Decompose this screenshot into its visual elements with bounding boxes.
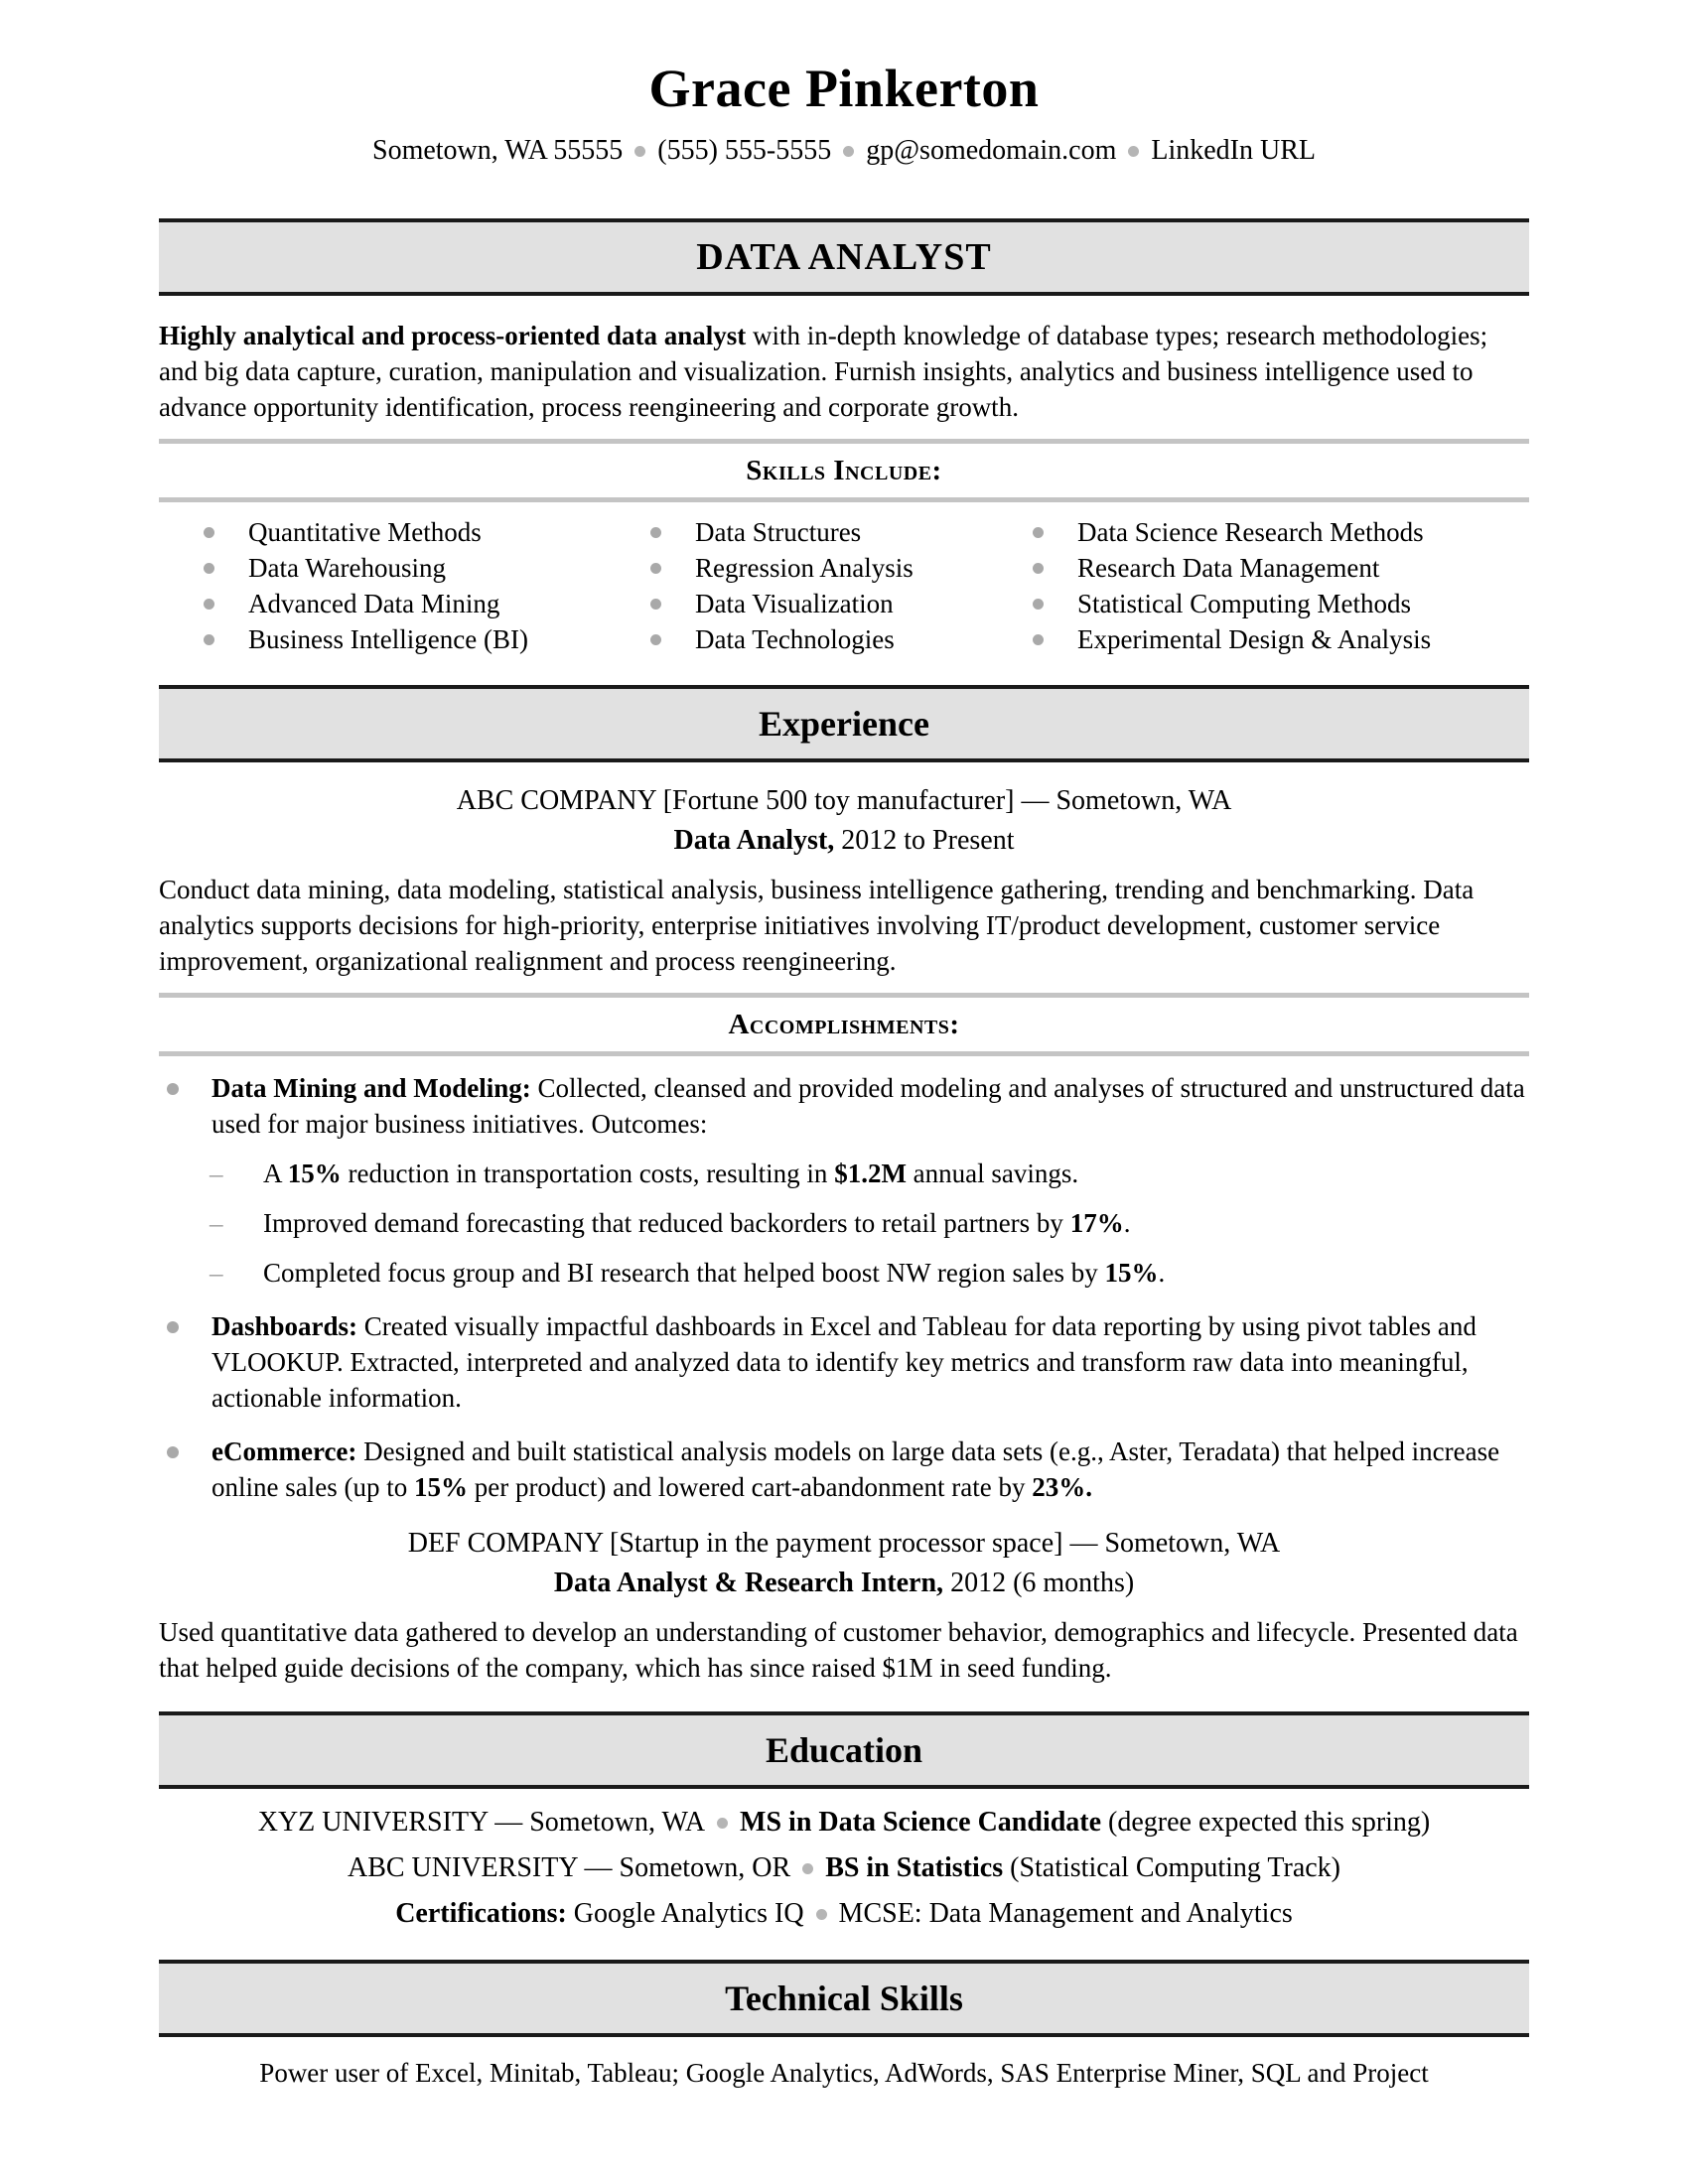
bullet-icon (1033, 599, 1044, 610)
accomplishment-sub-item (159, 1205, 1529, 1241)
job2-role-line: Data Analyst & Research Intern, 2012 (6 months) (553, 1568, 1135, 1598)
section-bar-experience (159, 685, 1529, 762)
skills-heading-label: Skills Include: (746, 455, 942, 486)
bullet-icon (650, 527, 661, 538)
accomplishment-sub-item (159, 1255, 1529, 1291)
technical-skills-heading: Technical Skills (725, 1979, 963, 2018)
section-bar-technical-skills (159, 1960, 1529, 2037)
accomplishments-heading-label: Accomplishments: (728, 1009, 960, 1040)
skill-item (204, 514, 650, 550)
skill-item (1033, 621, 1529, 657)
skill-label: Data Science Research Methods (1077, 517, 1424, 547)
resume-title: DATA ANALYST (696, 236, 992, 278)
accomplishment-sub-text: A 15% reduction in transportation costs, resulting in $1.2M annual savings. (263, 1159, 1079, 1188)
accomplishment-sub-text: Completed focus group and BI research that helped boost NW region sales by 15%. (263, 1258, 1166, 1288)
skill-label: Data Warehousing (248, 553, 447, 583)
person-name: Grace Pinkerton (648, 59, 1040, 118)
accomplishment-text: Dashboards: Created visually impactful dashboards in Excel and Tableau for data reporting by using pivot tables and VLOOKUP. Extracted, interpreted and analyzed data to identify key metrics and transform raw data into meaningful, actionable information. (211, 1311, 1477, 1413)
bullet-icon (1033, 527, 1044, 538)
skill-item (204, 550, 650, 586)
accomplishment-item (159, 1070, 1529, 1142)
accomplishment-text: eCommerce: Designed and built statistical analysis models on large data sets (e.g., Aster, Teradata) that helped increase online sales (up to 15% per product) and lowered cart-abandonment rate by 23%. (211, 1436, 1500, 1502)
education-heading: Education (765, 1730, 923, 1770)
skill-label: Statistical Computing Methods (1077, 589, 1411, 618)
skill-item (650, 514, 1033, 550)
skill-item (1033, 586, 1529, 621)
skill-item (204, 621, 650, 657)
job2-description: Used quantitative data gathered to develop an understanding of customer behavior, demographics and lifecycle. Presented data that helped guide decisions of the company, which has since raised $1M in seed funding. (159, 1617, 1518, 1683)
experience-heading: Experience (759, 704, 929, 744)
education-line-2: ABC UNIVERSITY — Sometown, OR BS in Statistics (Statistical Computing Track) (347, 1852, 1341, 1883)
skill-item (1033, 550, 1529, 586)
bullet-icon (167, 1083, 179, 1095)
accomplishment-item (159, 1433, 1529, 1505)
dot-separator-icon (843, 146, 854, 157)
skill-item (1033, 514, 1529, 550)
section-bar-data-analyst (159, 218, 1529, 296)
bullet-icon (650, 599, 661, 610)
skills-column-1 (204, 514, 650, 657)
skills-grid (159, 514, 1529, 657)
skill-label: Data Visualization (695, 589, 894, 618)
bullet-icon (167, 1321, 179, 1333)
accomplishment-text: Data Mining and Modeling: Collected, cleansed and provided modeling and analyses of structured and unstructured data used for major business initiatives. Outcomes: (211, 1073, 1525, 1139)
bullet-icon (650, 563, 661, 574)
contact-line (159, 133, 1529, 169)
bullet-icon (204, 599, 214, 610)
dash-bullet-icon: – (210, 1208, 223, 1238)
summary-paragraph: Highly analytical and process-oriented data analyst with in-depth knowledge of database types; research methodologies; and big data capture, curation, manipulation and visualization. Furnish insights, analytics and business intelligence used to advance opportunity identification, process reengineering and corporate growth. (159, 321, 1488, 422)
bullet-icon (650, 634, 661, 645)
job1-description: Conduct data mining, data modeling, statistical analysis, business intelligence gathering, trending and benchmarking. Data analytics supports decisions for high-priority, enterprise initiatives involving IT/product development, customer service improvement, organizational realignment and process reengineering. (159, 875, 1475, 976)
skill-item (204, 586, 650, 621)
skill-label: Regression Analysis (695, 553, 914, 583)
technical-skills-line: Power user of Excel, Minitab, Tableau; Google Analytics, AdWords, SAS Enterprise Miner, SQL and Project (259, 2058, 1429, 2088)
skill-label: Quantitative Methods (248, 517, 482, 547)
bullet-icon (204, 634, 214, 645)
skill-item (650, 586, 1033, 621)
dash-bullet-icon: – (210, 1258, 223, 1288)
skills-column-3 (1033, 514, 1529, 657)
job1-company-line: ABC COMPANY [Fortune 500 toy manufacturer] — Sometown, WA (456, 785, 1232, 816)
accomplishment-item (159, 1308, 1529, 1416)
skill-label: Business Intelligence (BI) (248, 624, 528, 654)
contact-email: gp@somedomain.com (866, 135, 1117, 166)
subheading-accomplishments (159, 993, 1529, 1056)
job2-company-line: DEF COMPANY [Startup in the payment processor space] — Sometown, WA (407, 1528, 1281, 1559)
bullet-icon (1033, 634, 1044, 645)
accomplishment-sub-text: Improved demand forecasting that reduced backorders to retail partners by 17%. (263, 1208, 1131, 1238)
skill-label: Research Data Management (1077, 553, 1380, 583)
accomplishment-sub-item (159, 1156, 1529, 1191)
dot-separator-icon (634, 146, 645, 157)
subheading-skills-include (159, 439, 1529, 502)
contact-linkedin: LinkedIn URL (1151, 135, 1316, 166)
skill-label: Advanced Data Mining (248, 589, 500, 618)
bullet-icon (204, 563, 214, 574)
job1-role-line: Data Analyst, 2012 to Present (673, 825, 1015, 856)
bullet-icon (204, 527, 214, 538)
skill-label: Experimental Design & Analysis (1077, 624, 1432, 654)
skills-column-2 (650, 514, 1033, 657)
contact-phone: (555) 555-5555 (657, 135, 832, 166)
skill-label: Data Structures (695, 517, 862, 547)
contact-location: Sometown, WA 55555 (372, 135, 624, 166)
skill-item (650, 621, 1033, 657)
dash-bullet-icon: – (210, 1159, 223, 1188)
skill-label: Data Technologies (695, 624, 895, 654)
bullet-icon (167, 1446, 179, 1458)
education-line-1: XYZ UNIVERSITY — Sometown, WA MS in Data Science Candidate (degree expected this spring) (257, 1807, 1431, 1838)
skill-item (650, 550, 1033, 586)
section-bar-education (159, 1711, 1529, 1789)
dot-separator-icon (1128, 146, 1139, 157)
education-line-3: Certifications: Google Analytics IQ MCSE: Data Management and Analytics (395, 1898, 1293, 1929)
bullet-icon (1033, 563, 1044, 574)
